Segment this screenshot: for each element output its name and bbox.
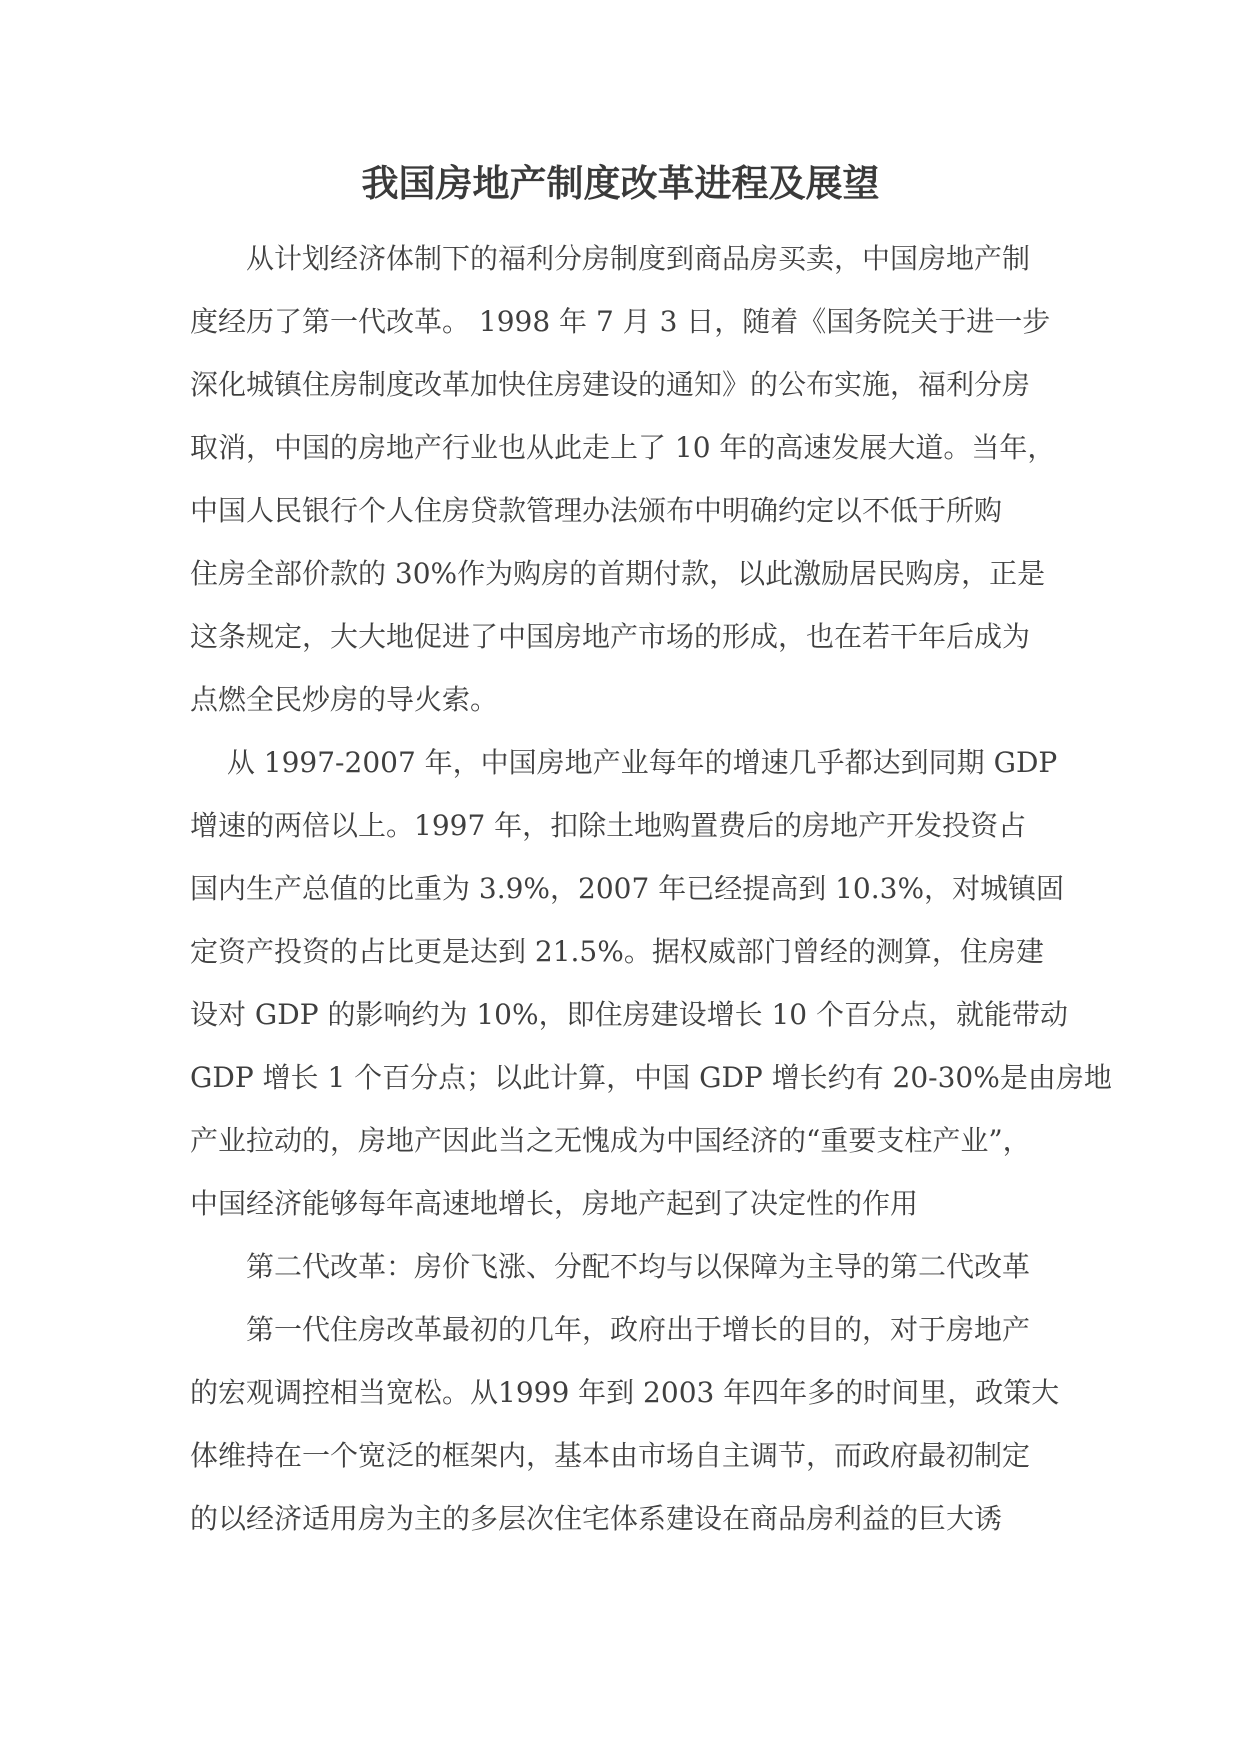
paragraph-4	[190, 1298, 1060, 1550]
text-line: 第一代住房改革最初的几年，政府出于增长的目的，对于房地产	[190, 1313, 1031, 1346]
text-line: 的以经济适用房为主的多层次住宅体系建设在商品房利益的巨大诱	[190, 1502, 1003, 1535]
text-line: GDP 增长 1 个百分点；以此计算，中国 GDP 增长约有 20-30%是由房地	[190, 1061, 1112, 1094]
text-line: 的宏观调控相当宽松。从1999 年到 2003 年四年多的时间里，政策大	[190, 1376, 1060, 1409]
text-line: 从计划经济体制下的福利分房制度到商品房买卖，中国房地产制	[190, 242, 1031, 275]
document-body	[190, 227, 1112, 1550]
text-line: 度经历了第一代改革。 1998 年 7 月 3 日，随着《国务院关于进一步	[190, 305, 1051, 338]
section-heading-paragraph	[190, 1235, 1060, 1298]
text-line: 增速的两倍以上。1997 年，扣除土地购置费后的房地产开发投资占	[190, 809, 1027, 842]
text-line: 第二代改革：房价飞涨、分配不均与以保障为主导的第二代改革	[190, 1250, 1031, 1283]
text-line: 产业拉动的，房地产因此当之无愧成为中国经济的“重要支柱产业”，	[190, 1124, 1031, 1157]
text-line: 住房全部价款的 30%作为购房的首期付款，以此激励居民购房，正是	[190, 557, 1046, 590]
text-line: 体维持在一个宽泛的框架内，基本由市场自主调节，而政府最初制定	[190, 1439, 1031, 1472]
text-line: 中国经济能够每年高速地增长，房地产起到了决定性的作用	[190, 1187, 919, 1220]
text-line: 点燃全民炒房的导火索。	[190, 683, 499, 716]
paragraph-2	[190, 731, 1112, 1235]
paragraph-1	[190, 227, 1060, 731]
text-line: 中国人民银行个人住房贷款管理办法颁布中明确约定以不低于所购	[190, 494, 1003, 527]
text-line: 深化城镇住房制度改革加快住房建设的通知》的公布实施，福利分房	[190, 368, 1031, 401]
text-line: 定资产投资的占比更是达到 21.5%。据权威部门曾经的测算，住房建	[190, 935, 1044, 968]
text-line: 设对 GDP 的影响约为 10%，即住房建设增长 10 个百分点，就能带动	[190, 998, 1069, 1031]
text-line: 从 1997-2007 年，中国房地产业每年的增速几乎都达到同期 GDP	[190, 746, 1058, 779]
document-title: 我国房地产制度改革进程及展望	[361, 161, 880, 205]
text-line: 这条规定，大大地促进了中国房地产市场的形成，也在若干年后成为	[190, 620, 1031, 653]
text-line: 国内生产总值的比重为 3.9%，2007 年已经提高到 10.3%，对城镇固	[190, 872, 1065, 905]
text-line: 取消，中国的房地产行业也从此走上了 10 年的高速发展大道。当年，	[190, 431, 1056, 464]
